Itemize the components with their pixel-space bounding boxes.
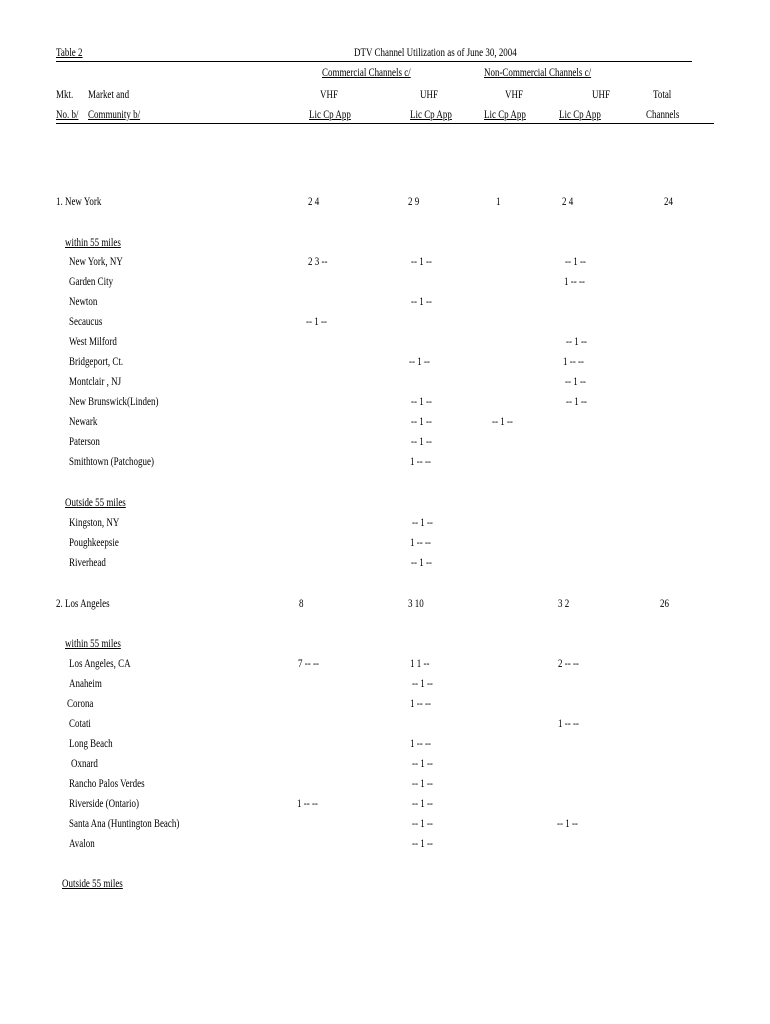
page-title: DTV Channel Utilization as of June 30, 2004 bbox=[354, 47, 517, 59]
cell-nc-uhf: 1 -- -- bbox=[563, 356, 584, 368]
market-nc-uhf-value: 2 4 bbox=[562, 196, 574, 208]
cell-vhf: 1 -- -- bbox=[297, 798, 318, 810]
cell-uhf: 1 -- -- bbox=[410, 537, 431, 549]
community-name: Garden City bbox=[69, 276, 114, 288]
cell-nc-uhf: -- 1 -- bbox=[566, 336, 587, 348]
community-name: Riverhead bbox=[69, 557, 106, 569]
section-label: within 55 miles bbox=[65, 638, 121, 650]
cell-uhf: 1 -- -- bbox=[410, 456, 431, 468]
cell-uhf: -- 1 -- bbox=[411, 416, 432, 428]
cell-vhf: 2 3 -- bbox=[308, 256, 328, 268]
community-name: Santa Ana (Huntington Beach) bbox=[69, 818, 180, 830]
cell-nc-uhf: 2 -- -- bbox=[558, 658, 579, 670]
vhf-noncommercial-header: VHF bbox=[505, 89, 523, 101]
market-uhf-value: 3 10 bbox=[408, 598, 424, 610]
cell-uhf: -- 1 -- bbox=[411, 557, 432, 569]
market-and-header: Market and bbox=[88, 89, 130, 101]
community-name: Poughkeepsie bbox=[69, 537, 119, 549]
community-name: Riverside (Ontario) bbox=[69, 798, 140, 810]
subheader-vhf-noncommercial: Lic Cp App bbox=[484, 109, 526, 121]
vhf-commercial-header: VHF bbox=[320, 89, 338, 101]
community-name: Avalon bbox=[69, 838, 95, 850]
cell-uhf: -- 1 -- bbox=[412, 778, 433, 790]
uhf-noncommercial-header: UHF bbox=[592, 89, 610, 101]
community-name: West Milford bbox=[69, 336, 117, 348]
cell-vhf: -- 1 -- bbox=[306, 316, 327, 328]
community-name: New Brunswick(Linden) bbox=[69, 396, 159, 408]
table-label: Table 2 bbox=[56, 47, 83, 59]
community-name: New York, NY bbox=[69, 256, 123, 268]
community-name: Oxnard bbox=[71, 758, 98, 770]
market-nc-vhf-value: 1 bbox=[496, 196, 501, 208]
cell-nc-uhf: 1 -- -- bbox=[564, 276, 585, 288]
noncommercial-group-header: Non-Commercial Channels c/ bbox=[484, 67, 592, 79]
market-name: 1. New York bbox=[56, 196, 102, 208]
community-name: Secaucus bbox=[69, 316, 103, 328]
cell-uhf: 1 1 -- bbox=[410, 658, 430, 670]
cell-uhf: -- 1 -- bbox=[412, 798, 433, 810]
market-uhf-value: 2 9 bbox=[408, 196, 420, 208]
cell-uhf: -- 1 -- bbox=[412, 678, 433, 690]
cell-uhf: -- 1 -- bbox=[412, 818, 433, 830]
market-vhf-value: 8 bbox=[299, 598, 304, 610]
total-header: Total bbox=[653, 89, 672, 101]
cell-uhf: 1 -- -- bbox=[410, 738, 431, 750]
cell-nc-vhf: -- 1 -- bbox=[492, 416, 513, 428]
header-top-rule bbox=[56, 61, 692, 62]
subheader-uhf-noncommercial: Lic Cp App bbox=[559, 109, 601, 121]
community-name: Bridgeport, Ct. bbox=[69, 356, 124, 368]
market-vhf-value: 2 4 bbox=[308, 196, 320, 208]
community-name: Kingston, NY bbox=[69, 517, 120, 529]
community-b-header: Community b/ bbox=[88, 109, 141, 121]
community-name: Paterson bbox=[69, 436, 100, 448]
cell-uhf: -- 1 -- bbox=[409, 356, 430, 368]
cell-uhf: -- 1 -- bbox=[412, 758, 433, 770]
uhf-commercial-header: UHF bbox=[420, 89, 438, 101]
cell-nc-uhf: -- 1 -- bbox=[566, 396, 587, 408]
community-name: Newark bbox=[69, 416, 98, 428]
community-name: Smithtown (Patchogue) bbox=[69, 456, 154, 468]
community-name: Anaheim bbox=[69, 678, 102, 690]
community-name: Corona bbox=[67, 698, 94, 710]
cell-uhf: -- 1 -- bbox=[411, 256, 432, 268]
market-total-value: 24 bbox=[664, 196, 673, 208]
community-name: Newton bbox=[69, 296, 98, 308]
cell-uhf: -- 1 -- bbox=[411, 396, 432, 408]
cell-uhf: -- 1 -- bbox=[412, 838, 433, 850]
community-name: Cotati bbox=[69, 718, 91, 730]
market-nc-uhf-value: 3 2 bbox=[558, 598, 570, 610]
cell-uhf: 1 -- -- bbox=[410, 698, 431, 710]
no-b-header: No. b/ bbox=[56, 109, 79, 121]
community-name: Long Beach bbox=[69, 738, 113, 750]
section-label: within 55 miles bbox=[65, 237, 121, 249]
section-label: Outside 55 miles bbox=[65, 497, 126, 509]
subheader-vhf-commercial: Lic Cp App bbox=[309, 109, 351, 121]
commercial-group-header: Commercial Channels c/ bbox=[322, 67, 411, 79]
market-name: 2. Los Angeles bbox=[56, 598, 110, 610]
cell-nc-uhf: -- 1 -- bbox=[565, 376, 586, 388]
community-name: Montclair , NJ bbox=[69, 376, 122, 388]
header-bottom-rule bbox=[56, 123, 714, 124]
cell-nc-uhf: -- 1 -- bbox=[565, 256, 586, 268]
cell-uhf: -- 1 -- bbox=[411, 296, 432, 308]
cell-nc-uhf: 1 -- -- bbox=[558, 718, 579, 730]
subheader-uhf-commercial: Lic Cp App bbox=[410, 109, 452, 121]
channels-header: Channels bbox=[646, 109, 680, 121]
community-name: Los Angeles, CA bbox=[69, 658, 131, 670]
cell-nc-uhf: -- 1 -- bbox=[557, 818, 578, 830]
community-name: Rancho Palos Verdes bbox=[69, 778, 145, 790]
cell-uhf: -- 1 -- bbox=[411, 436, 432, 448]
section-label: Outside 55 miles bbox=[62, 878, 123, 890]
mkt-header: Mkt. bbox=[56, 89, 74, 101]
cell-uhf: -- 1 -- bbox=[412, 517, 433, 529]
cell-vhf: 7 -- -- bbox=[298, 658, 319, 670]
market-total-value: 26 bbox=[660, 598, 669, 610]
